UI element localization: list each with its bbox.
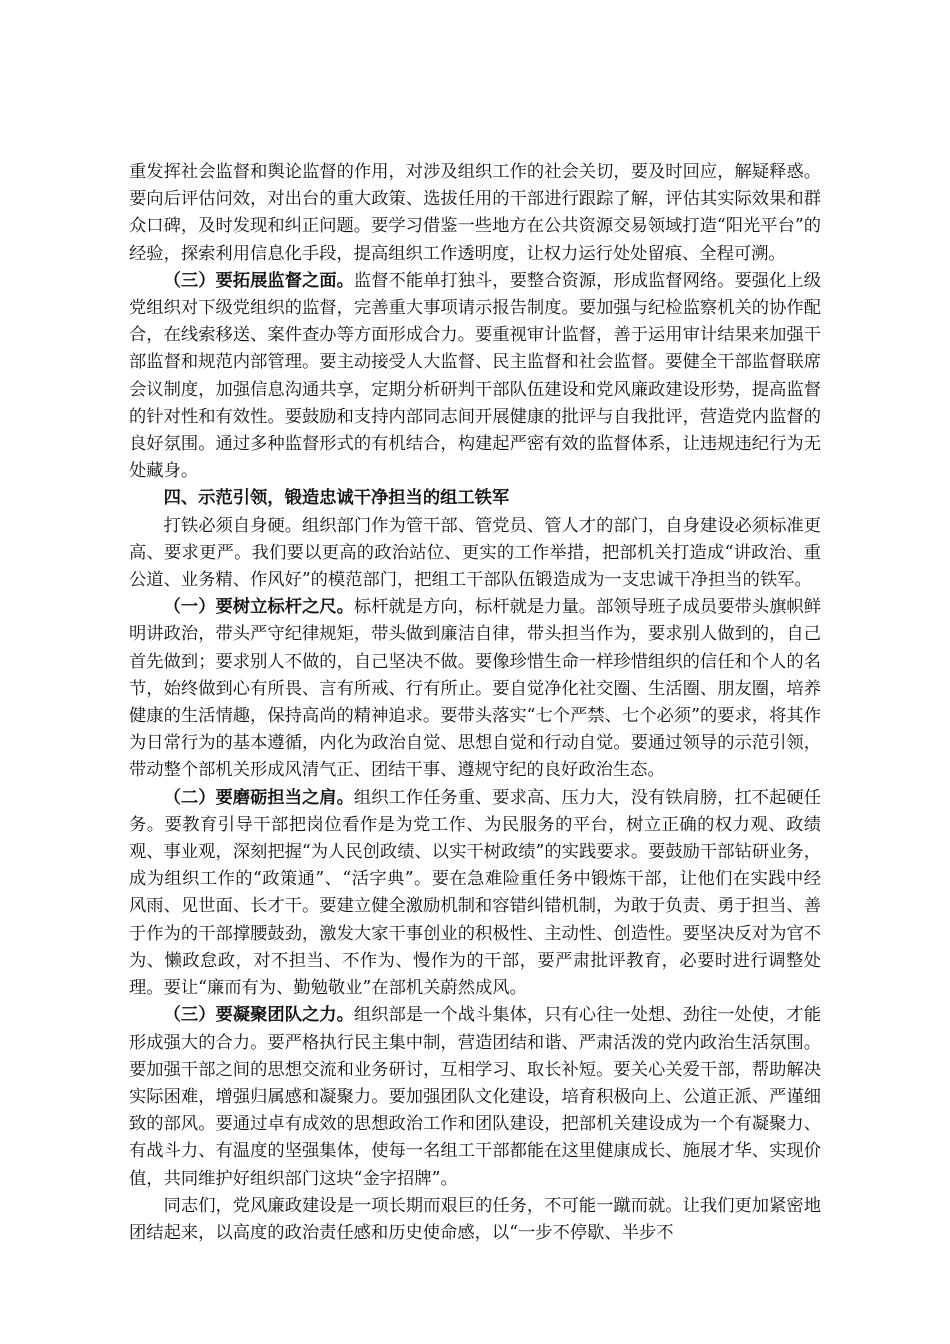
paragraph-section-intro <box>129 513 821 595</box>
paragraph-lead: （三）要凝聚团队之力。 <box>163 1005 354 1026</box>
paragraph-benchmark <box>129 594 821 784</box>
paragraph-team <box>129 1002 821 1192</box>
paragraph-text: 组织部是一个战斗集体，只有心往一处想、劲往一处使，才能形成强大的合力。要严格执行民主集中制，营造团结和谐、严肃活泼的党内政治生活氛围。要加强干部之间的思想交流和业务研讨，互相学习、取长补短。要关心关爱干部，帮助解决实际困难，增强归属感和凝聚力。要加强团队文化建设，培育积极向上、公道正派、严谨细致的部风。要通过卓有成效的思想政治工作和团队建设，把部机关建设成为一个有凝聚力、有战斗力、有温度的坚强集体，使每一名组工干部都能在这里健康成长、施展才华、实现价值，共同维护好组织部门这块“金字招牌”。 <box>129 1005 821 1189</box>
paragraph-responsibility <box>129 785 821 1003</box>
paragraph-text: 重发挥社会监督和舆论监督的作用，对涉及组织工作的社会关切，要及时回应，解疑释惑。要向后评估问效，对出台的重大政策、选拔任用的干部进行跟踪了解，评估其实际效果和群众口碑，及时发现和纠正问题。要学习借鉴一些地方在公共资源交易领域打造“阳光平台”的经验，探索利用信息化手段，提高组织工作透明度，让权力运行处处留痕、全程可溯。 <box>129 162 821 264</box>
paragraph-lead: （一）要树立标杆之尺。 <box>163 597 354 618</box>
paragraph-lead: （二）要磨砺担当之肩。 <box>163 787 354 808</box>
paragraph-text: 标杆就是方向，标杆就是力量。部领导班子成员要带头旗帜鲜明讲政治，带头严守纪律规矩，带头做到廉洁自律，带头担当作为，要求别人做到的，自己首先做到；要求别人不做的，自己坚决不做。要像珍惜生命一样珍惜组织的信任和个人的名节，始终做到心有所畏、言有所戒、行有所止。要自觉净化社交圈、生活圈、朋友圈，培养健康的生活情趣，保持高尚的精神追求。要带头落实“七个严禁、七个必须”的要求，将其作为日常行为的基本遵循，内化为政治自觉、思想自觉和行动自觉。要通过领导的示范引领，带动整个部机关形成风清气正、团结干事、遵规守纪的良好政治生态。 <box>129 597 821 781</box>
paragraph-text: 打铁必须自身硬。组织部门作为管干部、管党员、管人才的部门，自身建设必须标准更高、要求更严。我们要以更高的政治站位、更实的工作举措，把部机关打造成“讲政治、重公道、业务精、作风好”的模范部门，把组工干部队伍锻造成为一支忠诚干净担当的铁军。 <box>129 515 821 591</box>
paragraph-expand-supervision <box>129 268 821 486</box>
paragraph-text: 同志们，党风廉政建设是一项长期而艰巨的任务，不可能一蹴而就。让我们更加紧密地团结起来，以高度的政治责任感和历史使命感，以“一步不停歇、半步不 <box>129 1195 821 1243</box>
paragraph-closing <box>129 1193 821 1247</box>
paragraph-continued <box>129 159 821 268</box>
paragraph-text: 组织工作任务重、要求高、压力大，没有铁肩膀，扛不起硬任务。要教育引导干部把岗位看作是为党工作、为民服务的平台，树立正确的权力观、政绩观、事业观，深刻把握“为人民创政绩、以实干树政绩”的实践要求。要鼓励干部钻研业务，成为组织工作的“政策通”、“活字典”。要在急难险重任务中锻炼干部，让他们在实践中经风雨、见世面、长才干。要建立健全激励机制和容错纠错机制，为敢于负责、勇于担当、善于作为的干部撑腰鼓劲，激发大家干事创业的积极性、主动性、创造性。要坚决反对为官不为、懒政怠政，对不担当、不作为、慢作为的干部，要严肃批评教育，必要时进行调整处理。要让“廉而有为、勤勉敬业”在部机关蔚然成风。 <box>129 787 821 999</box>
paragraph-text: 监督不能单打独斗，要整合资源，形成监督网络。要强化上级党组织对下级党组织的监督，完善重大事项请示报告制度。要加强与纪检监察机关的协作配合，在线索移送、案件查办等方面形成合力。要重视审计监督，善于运用审计结果来加强干部监督和规范内部管理。要主动接受人大监督、民主监督和社会监督。要健全干部监督联席会议制度，加强信息沟通共享，定期分析研判干部队伍建设和党风廉政建设形势，提高监督的针对性和有效性。要鼓励和支持内部同志间开展健康的批评与自我批评，营造党内监督的良好氛围。通过多种监督形式的有机结合，构建起严密有效的监督体系，让违规违纪行为无处藏身。 <box>129 270 821 482</box>
section-heading: 四、示范引领，锻造忠诚干净担当的组工铁军 <box>163 488 510 509</box>
paragraph-lead: （三）要拓展监督之面。 <box>163 270 354 291</box>
document-body <box>129 159 821 1247</box>
